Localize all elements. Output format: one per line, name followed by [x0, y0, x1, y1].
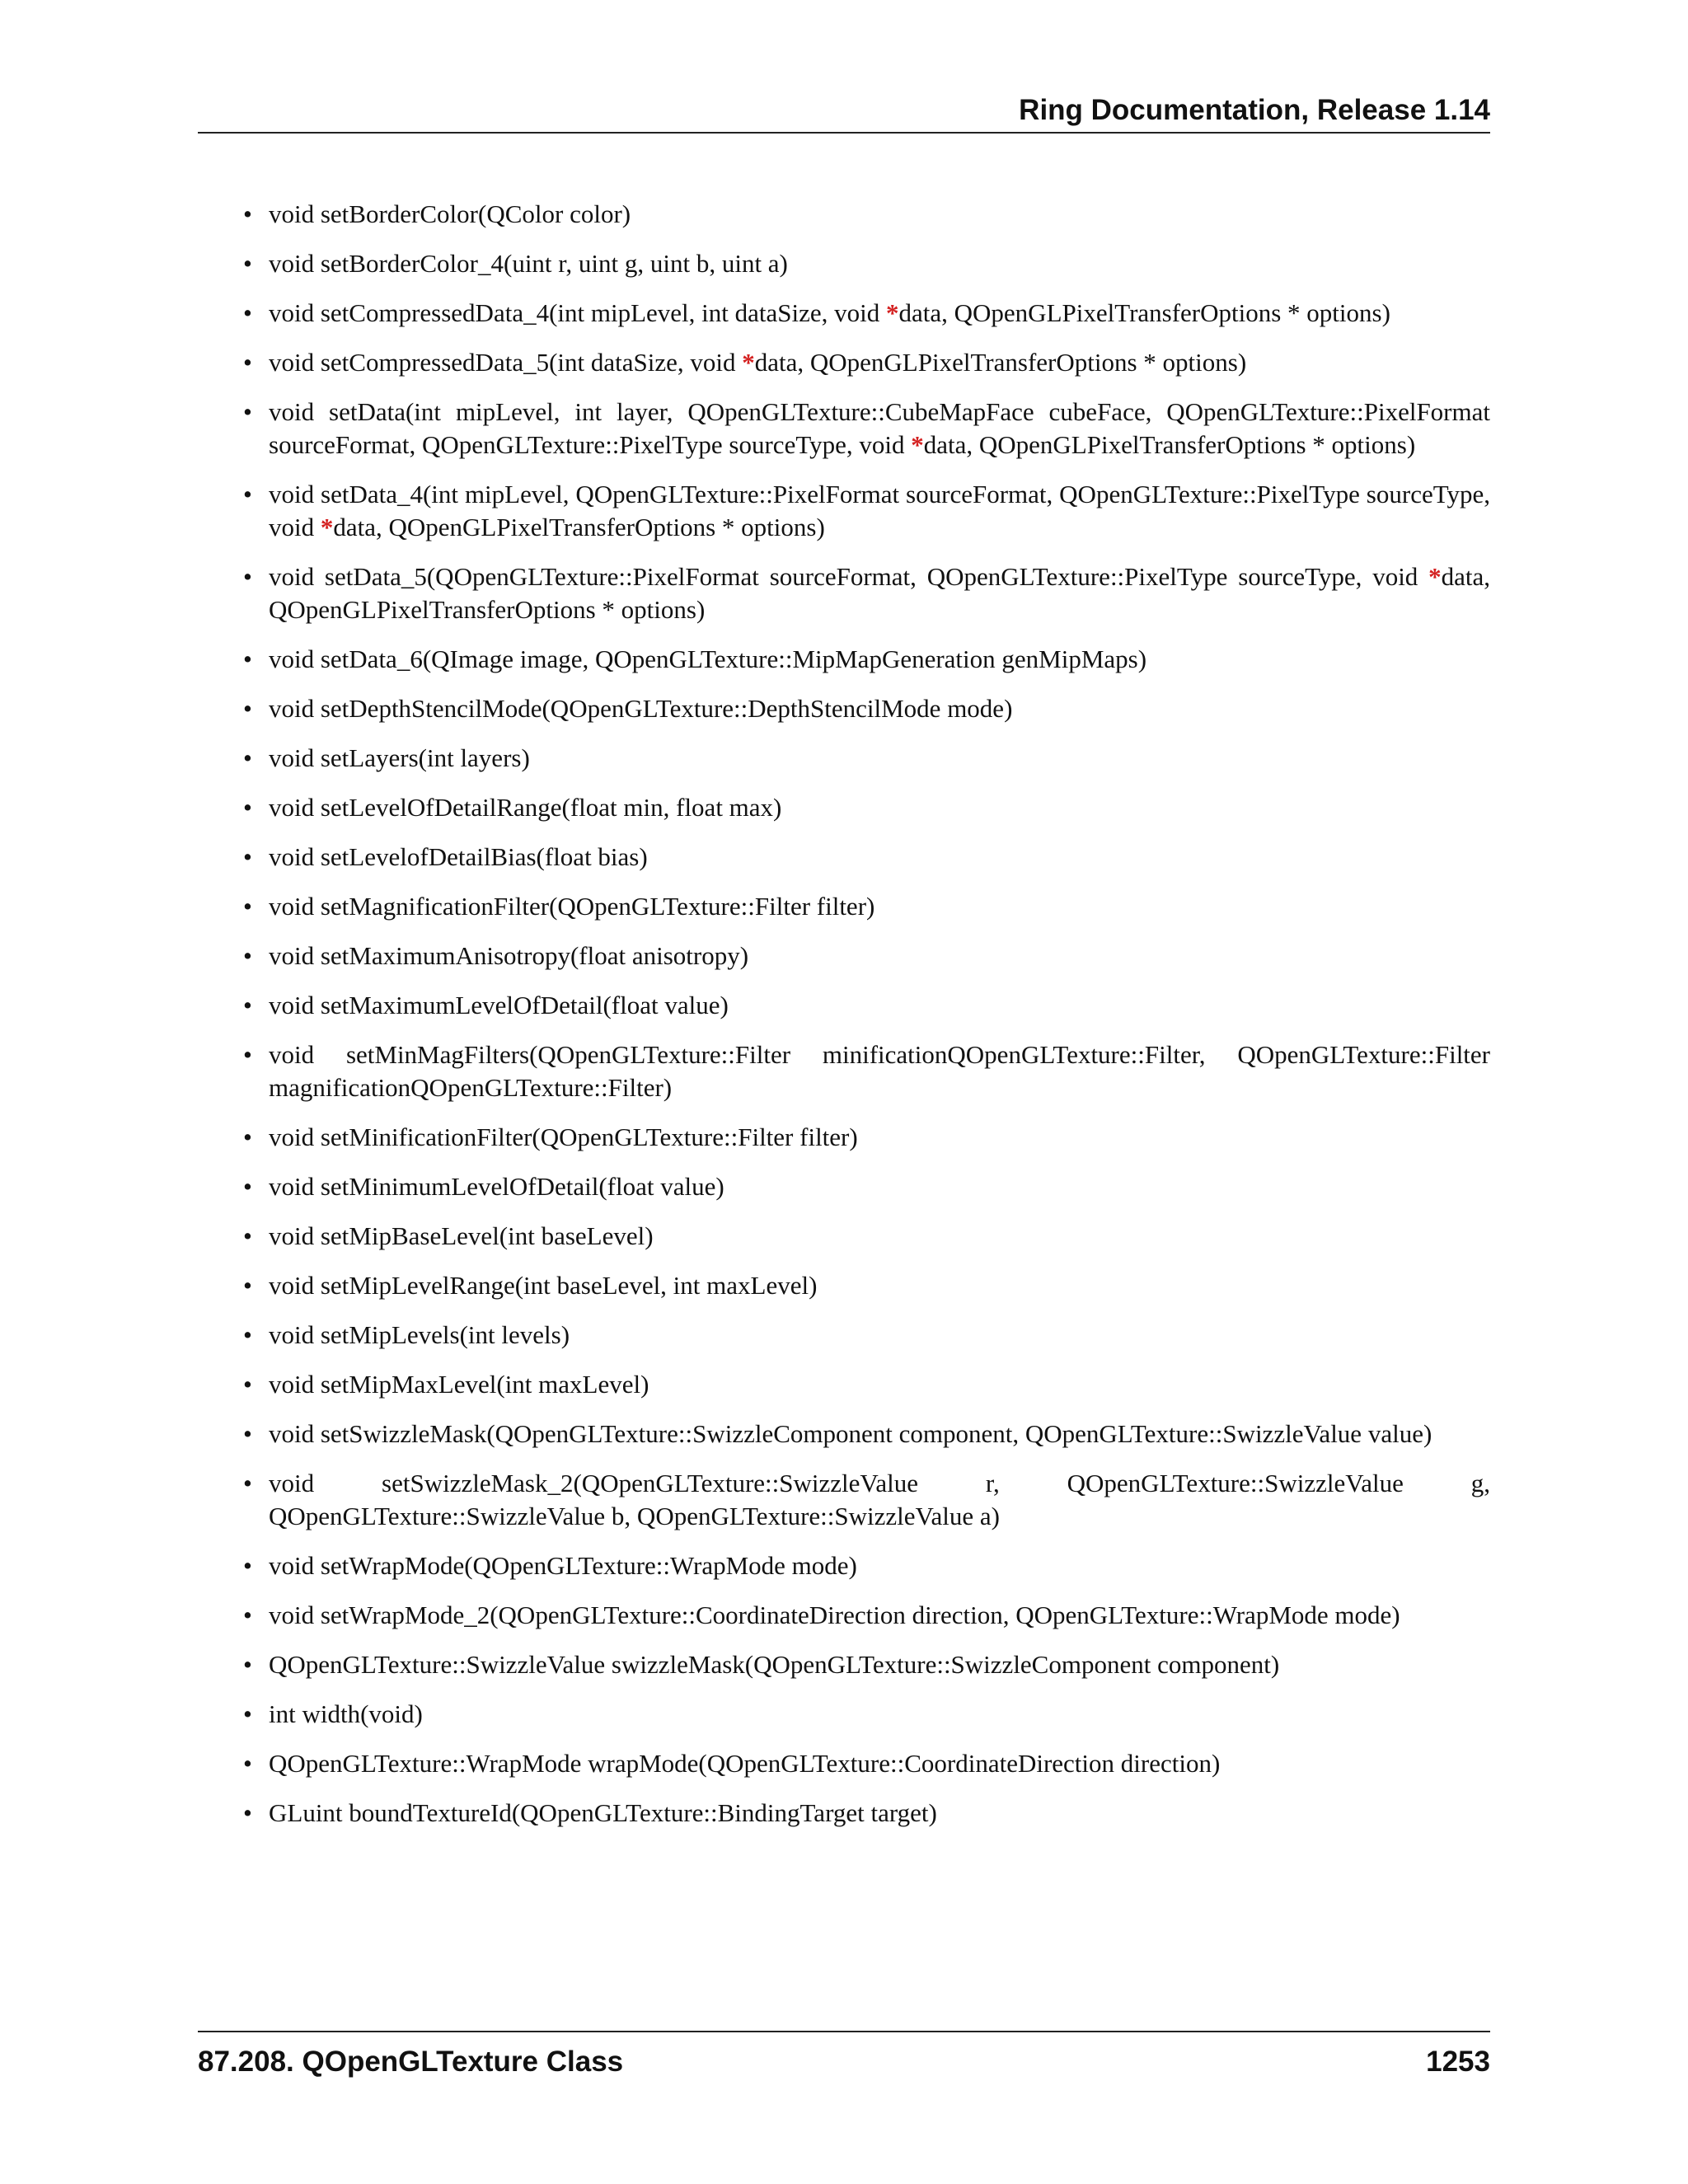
method-item: • void setMaximumAnisotropy(float anisotropy)	[240, 940, 1490, 972]
method-item: • void setMipLevelRange(int baseLevel, int maxLevel)	[240, 1269, 1490, 1302]
method-item: • void setData_4(int mipLevel, QOpenGLTexture::PixelFormat sourceFormat, QOpenGLTexture::PixelType sourceType, void *data, QOpenGLPixelTransferOptions * options)	[240, 478, 1490, 544]
running-footer	[198, 2031, 1490, 2080]
section-title: 87.208. QOpenGLTexture Class	[198, 2046, 624, 2078]
method-item: • int width(void)	[240, 1698, 1490, 1731]
running-header	[198, 89, 1490, 134]
method-item: • QOpenGLTexture::SwizzleValue swizzleMask(QOpenGLTexture::SwizzleComponent component)	[240, 1648, 1490, 1681]
method-list	[240, 198, 1490, 1846]
method-item: • void setLevelofDetailBias(float bias)	[240, 841, 1490, 874]
method-item: • void setSwizzleMask(QOpenGLTexture::SwizzleComponent component, QOpenGLTexture::SwizzleValue value)	[240, 1418, 1490, 1451]
method-item: • GLuint boundTextureId(QOpenGLTexture::BindingTarget target)	[240, 1797, 1490, 1830]
method-item: • void setCompressedData_4(int mipLevel, int dataSize, void *data, QOpenGLPixelTransferOptions * options)	[240, 297, 1490, 330]
method-item: • void setBorderColor_4(uint r, uint g, uint b, uint a)	[240, 247, 1490, 280]
method-item: • void setWrapMode_2(QOpenGLTexture::CoordinateDirection direction, QOpenGLTexture::WrapMode mode)	[240, 1599, 1490, 1632]
method-item: • QOpenGLTexture::WrapMode wrapMode(QOpenGLTexture::CoordinateDirection direction)	[240, 1747, 1490, 1780]
method-item: • void setMinificationFilter(QOpenGLTexture::Filter filter)	[240, 1121, 1490, 1154]
method-item: • void setMagnificationFilter(QOpenGLTexture::Filter filter)	[240, 890, 1490, 923]
method-item: • void setCompressedData_5(int dataSize, void *data, QOpenGLPixelTransferOptions * options)	[240, 346, 1490, 379]
method-item: • void setLayers(int layers)	[240, 742, 1490, 775]
method-item: • void setLevelOfDetailRange(float min, float max)	[240, 791, 1490, 824]
method-item: • void setMaximumLevelOfDetail(float value)	[240, 989, 1490, 1022]
method-item: • void setWrapMode(QOpenGLTexture::WrapMode mode)	[240, 1549, 1490, 1582]
method-item: • void setData_5(QOpenGLTexture::PixelFormat sourceFormat, QOpenGLTexture::PixelType sourceType, void *data, QOpenGLPixelTransferOptions * options)	[240, 560, 1490, 626]
method-item: • void setBorderColor(QColor color)	[240, 198, 1490, 231]
page-number: 1253	[1426, 2046, 1490, 2078]
method-item: • void setMinMagFilters(QOpenGLTexture::Filter minificationQOpenGLTexture::Filter, QOpenGLTexture::Filter magnificationQOpenGLTexture::Filter)	[240, 1038, 1490, 1104]
method-item: • void setDepthStencilMode(QOpenGLTexture::DepthStencilMode mode)	[240, 692, 1490, 725]
method-item: • void setMipMaxLevel(int maxLevel)	[240, 1368, 1490, 1401]
method-item: • void setMipLevels(int levels)	[240, 1319, 1490, 1352]
method-item: • void setMipBaseLevel(int baseLevel)	[240, 1220, 1490, 1253]
method-item: • void setData(int mipLevel, int layer, QOpenGLTexture::CubeMapFace cubeFace, QOpenGLTexture::PixelFormat sourceFormat, QOpenGLTexture::PixelType sourceType, void *data, QOpenGLPixelTransferOptions * options)	[240, 396, 1490, 462]
method-item: • void setSwizzleMask_2(QOpenGLTexture::SwizzleValue r, QOpenGLTexture::SwizzleValue g, QOpenGLTexture::SwizzleValue b, QOpenGLTexture::SwizzleValue a)	[240, 1467, 1490, 1533]
method-item: • void setData_6(QImage image, QOpenGLTexture::MipMapGeneration genMipMaps)	[240, 643, 1490, 676]
method-item: • void setMinimumLevelOfDetail(float value)	[240, 1170, 1490, 1203]
document-title: Ring Documentation, Release 1.14	[1019, 94, 1490, 126]
